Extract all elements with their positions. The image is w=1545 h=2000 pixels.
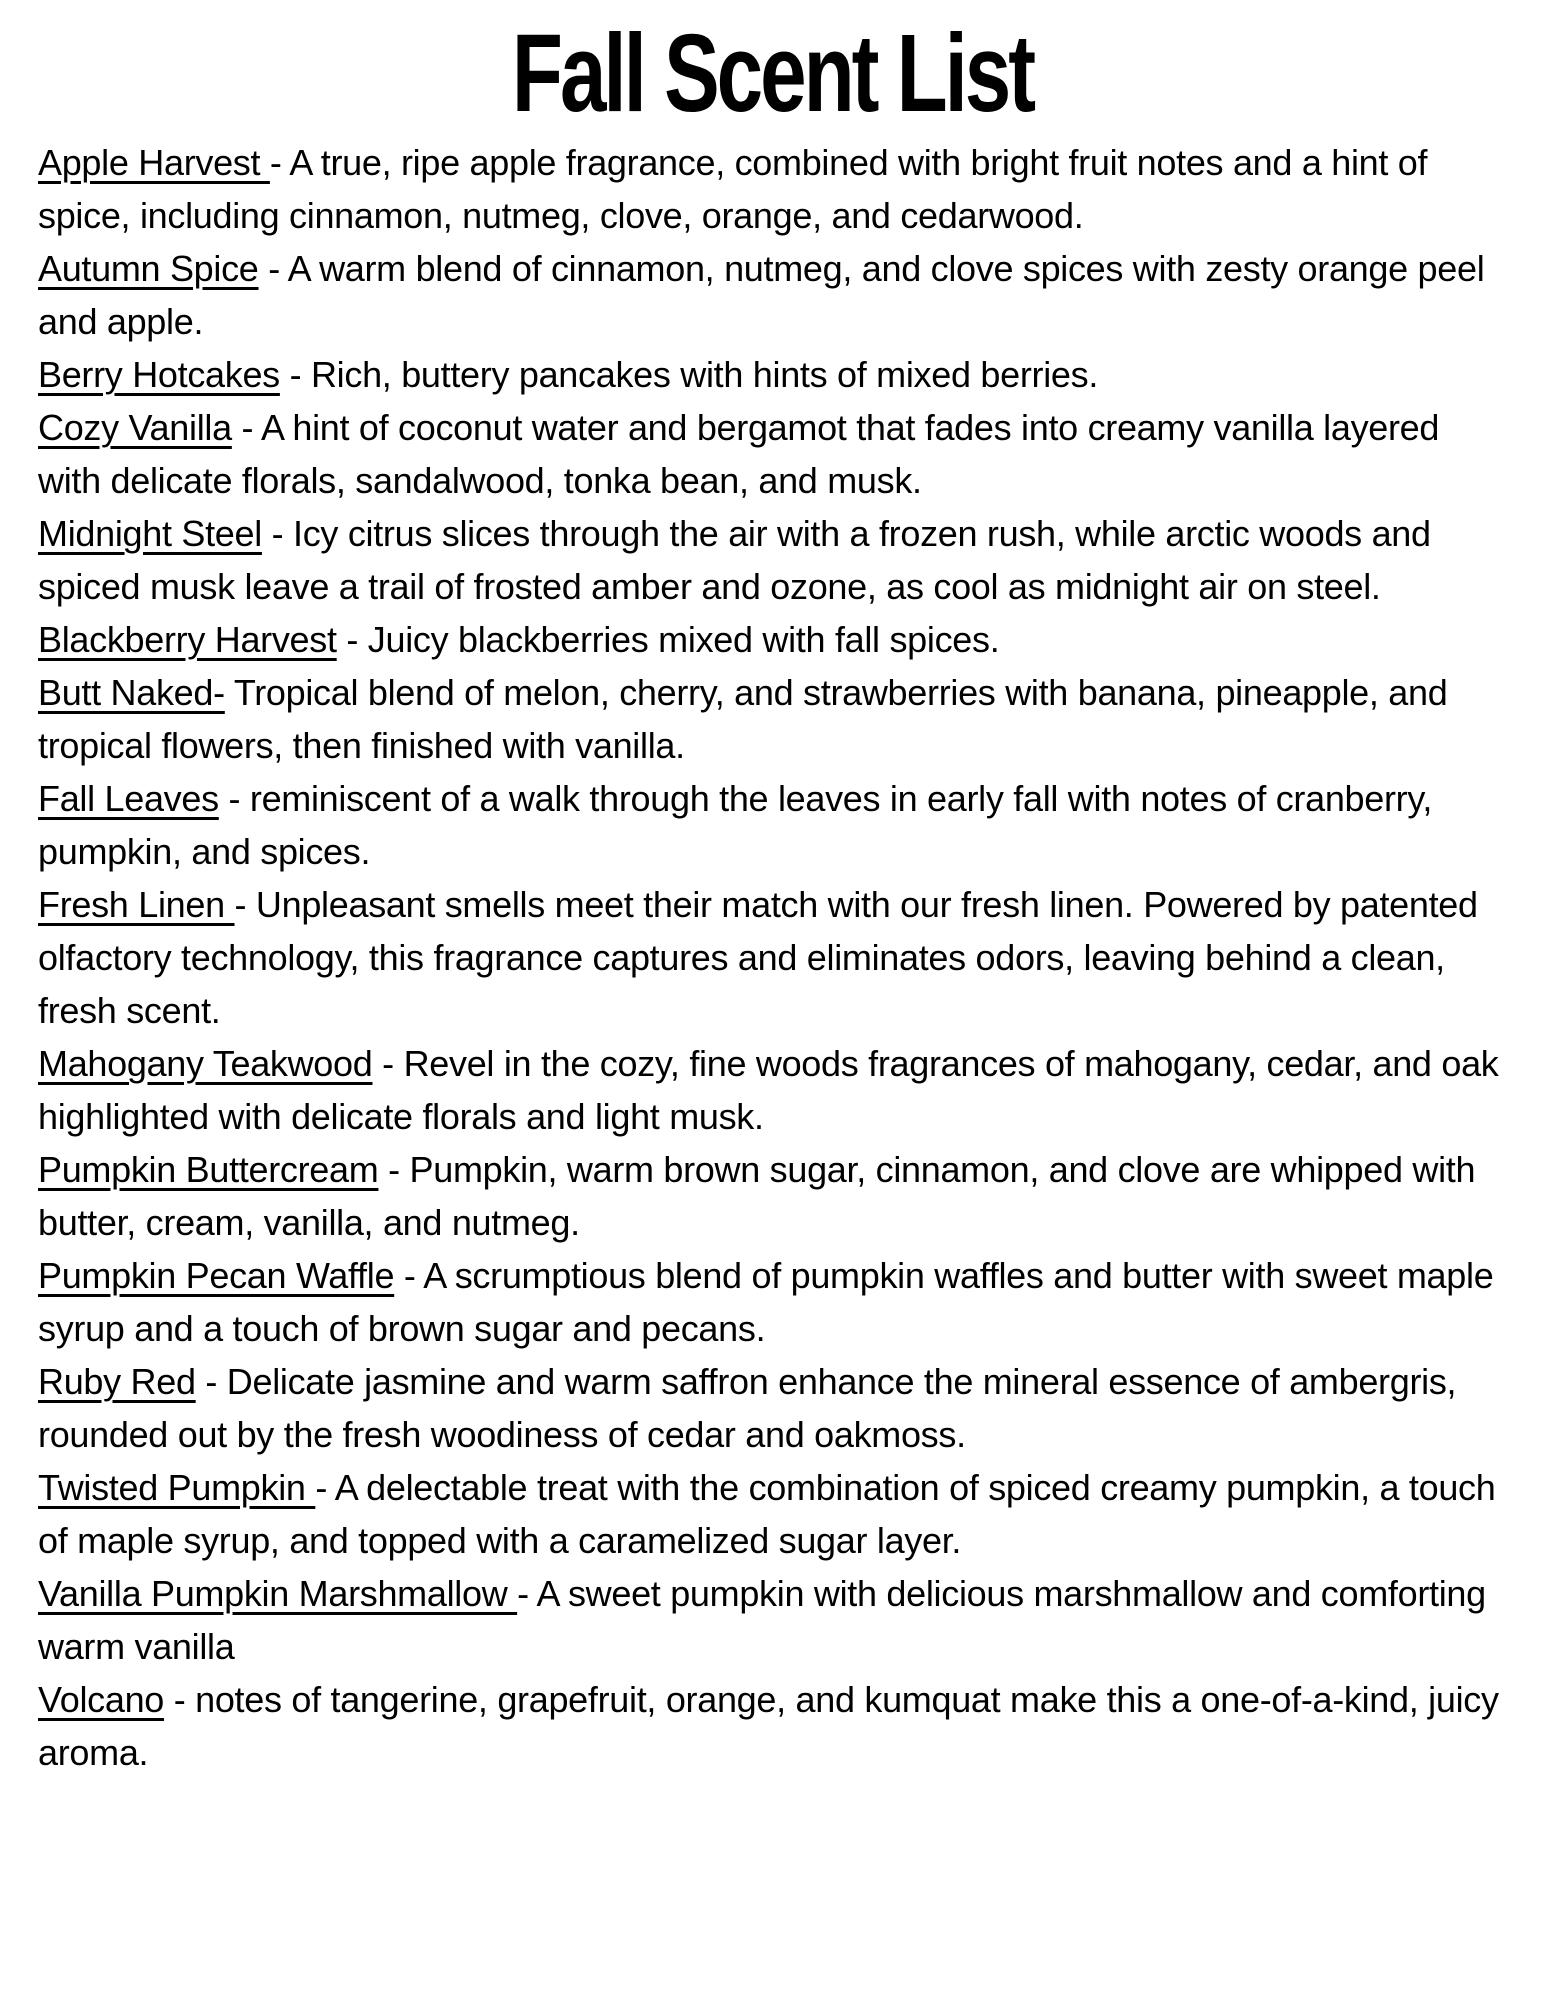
scent-entry bbox=[38, 1673, 1507, 1779]
scent-description: Icy citrus slices through the air with a frozen rush, while arctic woods and spiced musk leave a trail of frosted amber and ozone, as cool as midnight air on steel. bbox=[38, 513, 1441, 607]
scent-description: Pumpkin, warm brown sugar, cinnamon, and clove are whipped with butter, cream, vanilla, and nutmeg. bbox=[38, 1149, 1485, 1243]
scent-description: notes of tangerine, grapefruit, orange, and kumquat make this a one-of-a-kind, juicy aroma. bbox=[38, 1679, 1509, 1773]
scent-name: Berry Hotcakes bbox=[38, 354, 280, 395]
scent-name: Apple Harvest bbox=[38, 142, 270, 183]
scent-description: Revel in the cozy, fine woods fragrances of mahogany, cedar, and oak highlighted with delicate florals and light musk. bbox=[38, 1043, 1509, 1137]
scent-name: Mahogany Teakwood bbox=[38, 1043, 373, 1084]
scent-name: Midnight Steel bbox=[38, 513, 262, 554]
scent-separator: - bbox=[234, 884, 256, 925]
scent-separator: - bbox=[269, 142, 290, 183]
scent-description: A true, ripe apple fragrance, combined with bright fruit notes and a hint of spice, including cinnamon, nutmeg, clove, orange, and cedarwood. bbox=[38, 142, 1437, 236]
scent-separator: - bbox=[164, 1679, 196, 1720]
scent-entry bbox=[38, 507, 1507, 613]
scent-entry bbox=[38, 1249, 1507, 1355]
scent-name: Blackberry Harvest bbox=[38, 619, 337, 660]
scent-entry bbox=[38, 1567, 1507, 1673]
scent-entry bbox=[38, 348, 1507, 401]
scent-description: Delicate jasmine and warm saffron enhance the mineral essence of ambergris, rounded out by the fresh woodiness of cedar and oakmoss. bbox=[38, 1361, 1466, 1455]
scent-name: Butt Naked- bbox=[38, 672, 225, 713]
scent-separator: - bbox=[195, 1361, 227, 1402]
scent-description: reminiscent of a walk through the leaves in early fall with notes of cranberry, pumpkin, and spices. bbox=[38, 778, 1442, 872]
scent-entry bbox=[38, 666, 1507, 772]
scent-separator: - bbox=[261, 513, 294, 554]
scent-separator: - bbox=[517, 1573, 537, 1614]
scent-name: Fall Leaves bbox=[38, 778, 219, 819]
scent-separator: - bbox=[231, 407, 261, 448]
scent-entry bbox=[38, 772, 1507, 878]
scent-separator: - bbox=[315, 1467, 335, 1508]
scent-description: Tropical blend of melon, cherry, and strawberries with banana, pineapple, and tropical flowers, then finished with vanilla. bbox=[38, 672, 1458, 766]
scent-entry bbox=[38, 136, 1507, 242]
scent-entry bbox=[38, 878, 1507, 1037]
scent-description: A delectable treat with the combination of spiced creamy pumpkin, a touch of maple syrup, and topped with a caramelized sugar layer. bbox=[38, 1467, 1506, 1561]
scent-description: A scrumptious blend of pumpkin waffles and butter with sweet maple syrup and a touch of brown sugar and pecans. bbox=[38, 1255, 1504, 1349]
scent-description: A sweet pumpkin with delicious marshmallow and comforting warm vanilla bbox=[38, 1573, 1496, 1667]
scent-separator: - bbox=[218, 778, 250, 819]
scent-description: A warm blend of cinnamon, nutmeg, and clove spices with zesty orange peel and apple. bbox=[38, 248, 1495, 342]
scent-separator: - bbox=[378, 1149, 410, 1190]
scent-entry bbox=[38, 1037, 1507, 1143]
scent-separator: - bbox=[336, 619, 368, 660]
scent-separator: - bbox=[394, 1255, 424, 1296]
scent-list bbox=[0, 128, 1545, 1779]
page-title: Fall Scent List bbox=[511, 12, 1034, 135]
scent-entry bbox=[38, 242, 1507, 348]
scent-description: A hint of coconut water and bergamot that fades into creamy vanilla layered with delicate florals, sandalwood, tonka bean, and musk. bbox=[38, 407, 1449, 501]
scent-separator bbox=[225, 672, 234, 713]
scent-name: Pumpkin Buttercream bbox=[38, 1149, 379, 1190]
scent-entry bbox=[38, 613, 1507, 666]
scent-entry bbox=[38, 1461, 1507, 1567]
scent-separator: - bbox=[279, 354, 311, 395]
scent-name: Fresh Linen bbox=[38, 884, 235, 925]
scent-name: Cozy Vanilla bbox=[38, 407, 232, 448]
scent-description: Rich, buttery pancakes with hints of mixed berries. bbox=[310, 354, 1099, 395]
scent-name: Autumn Spice bbox=[38, 248, 259, 289]
scent-separator: - bbox=[372, 1043, 404, 1084]
scent-name: Volcano bbox=[38, 1679, 165, 1720]
scent-entry bbox=[38, 401, 1507, 507]
scent-entry bbox=[38, 1355, 1507, 1461]
scent-description: Unpleasant smells meet their match with our fresh linen. Powered by patented olfactory technology, this fragrance captures and eliminates odors, leaving behind a clean, fresh scent. bbox=[38, 884, 1488, 1031]
scent-description: Juicy blackberries mixed with fall spices. bbox=[367, 619, 1000, 660]
scent-separator: - bbox=[258, 248, 288, 289]
scent-entry bbox=[38, 1143, 1507, 1249]
scent-name: Vanilla Pumpkin Marshmallow bbox=[38, 1573, 518, 1614]
scent-name: Twisted Pumpkin bbox=[38, 1467, 316, 1508]
scent-name: Pumpkin Pecan Waffle bbox=[38, 1255, 395, 1296]
scent-name: Ruby Red bbox=[38, 1361, 196, 1402]
